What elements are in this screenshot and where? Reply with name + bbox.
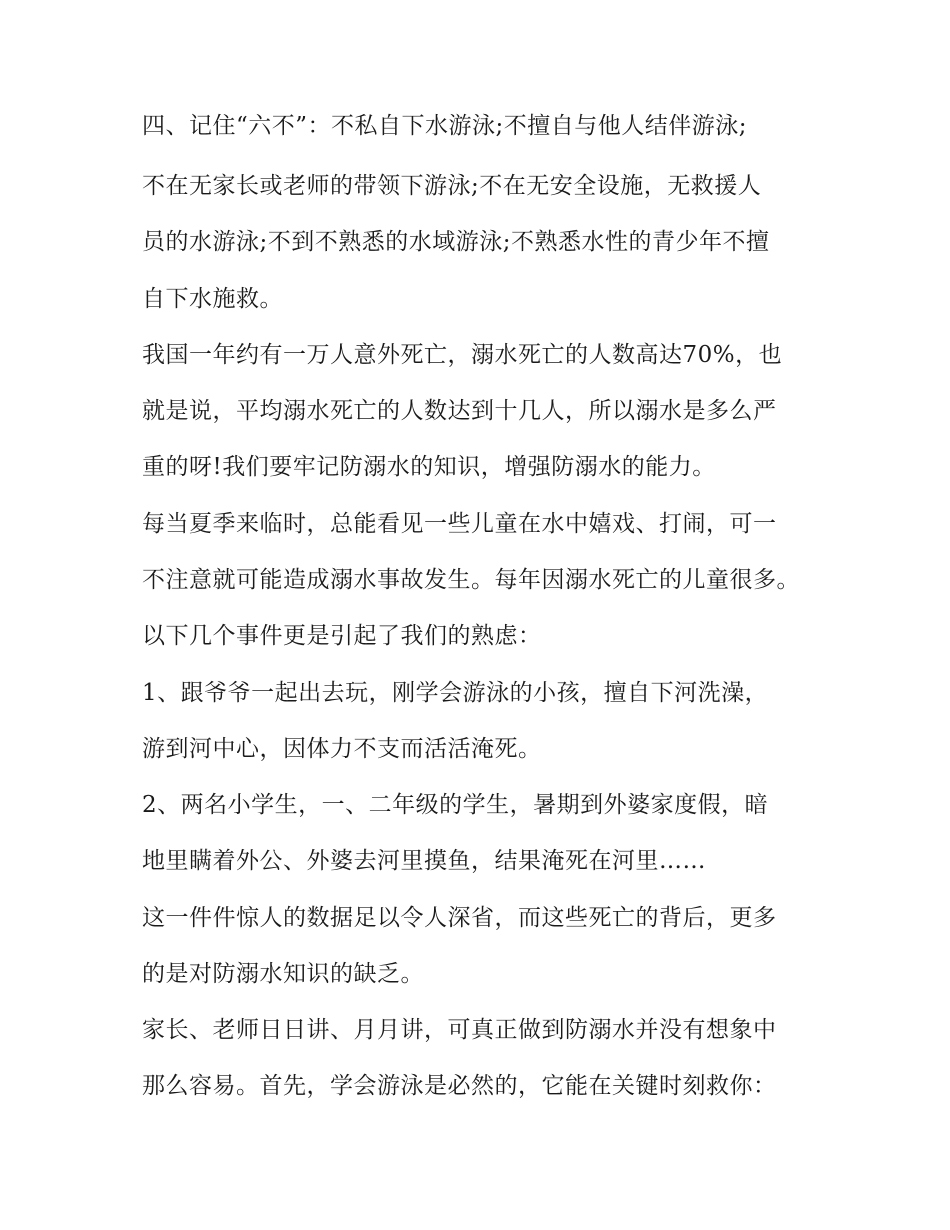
- text-line: 家长、老师日日讲、月月讲，可真正做到防溺水并没有想象中: [142, 1017, 777, 1043]
- text-line: 2、两名小学生，一、二年级的学生，暑期到外婆家度假，暗: [142, 792, 769, 818]
- text-line: 地里瞒着外公、外婆去河里摸鱼，结果淹死在河里……: [142, 848, 706, 874]
- text-line: 游到河中心，因体力不支而活活淹死。: [142, 736, 542, 762]
- text-line: 的是对防溺水知识的缺乏。: [142, 961, 424, 987]
- text-line: 这一件件惊人的数据足以令人深省，而这些死亡的背后，更多: [142, 905, 777, 931]
- text-line: 员的水游泳;不到不熟悉的水域游泳;不熟悉水性的青少年不擅: [142, 229, 770, 255]
- text-line: 不在无家长或老师的带领下游泳;不在无安全设施，无救援人: [142, 173, 762, 199]
- text-line: 我国一年约有一万人意外死亡，溺水死亡的人数高达70%，也: [142, 342, 783, 368]
- text-line: 1、跟爷爷一起出去玩，刚学会游泳的小孩，擅自下河洗澡，: [142, 680, 769, 706]
- text-line: 不注意就可能造成溺水事故发生。每年因溺水死亡的儿童很多。: [142, 567, 800, 593]
- text-line: 重的呀!我们要牢记防溺水的知识，增强防溺水的能力。: [142, 454, 716, 480]
- text-line: 就是说，平均溺水死亡的人数达到十几人，所以溺水是多么严: [142, 398, 777, 424]
- text-line: 四、记住“六不”：不私自下水游泳;不擅自与他人结伴游泳;: [142, 113, 748, 139]
- text-line: 每当夏季来临时，总能看见一些儿童在水中嬉戏、打闹，可一: [142, 511, 777, 537]
- text-line: 自下水施救。: [142, 286, 283, 312]
- text-line: 那么容易。首先，学会游泳是必然的，它能在关键时刻救你：: [142, 1073, 777, 1099]
- text-line: 以下几个事件更是引起了我们的熟虑：: [142, 623, 542, 649]
